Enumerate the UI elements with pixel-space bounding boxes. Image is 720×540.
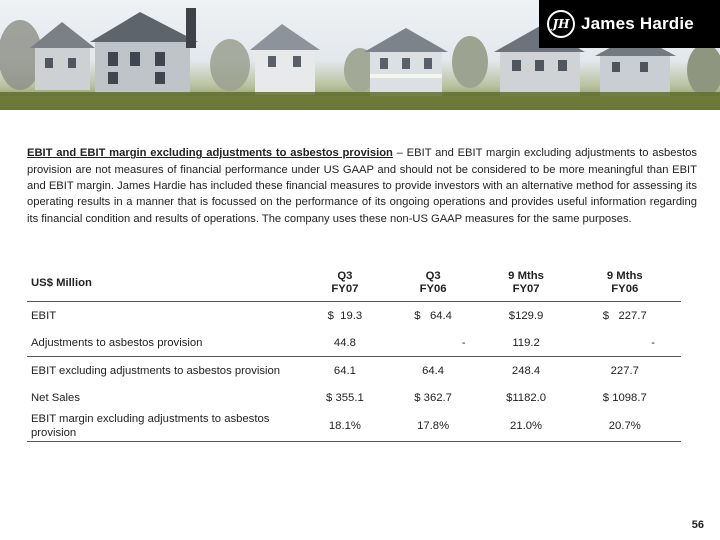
header-q3-fy06: Q3 FY06: [383, 266, 484, 302]
cell-q3-fy07: 64.1: [333, 364, 356, 377]
header-9mths-fy07: 9 Mths FY07: [484, 266, 569, 302]
cell-9mths-fy06: -: [569, 329, 681, 357]
cell-q3-fy07: $ 19.3: [327, 309, 363, 322]
brand-name: James Hardie: [581, 14, 694, 33]
james-hardie-logo-icon: JH: [547, 10, 575, 38]
row-label: EBIT excluding adjustments to asbestos provision: [31, 364, 281, 377]
intro-paragraph: [27, 145, 697, 227]
table-row: [27, 329, 681, 357]
cell-q3-fy06: 17.8%: [383, 411, 484, 442]
header-banner: [0, 0, 720, 110]
page-number: 56: [691, 519, 704, 531]
table-row: [27, 357, 681, 385]
intro-body: – EBIT and EBIT margin excluding adjustments to asbestos provision are not measures of financial performance under US GAAP and should not be considered to be more meaningful than EBIT and EBIT margin. James Hardie has included these financial measures to provide investors with an alternative method for assessing its operating results in a manner that is focussed on the performance of its ongoing operations and provides useful information regarding its financial condition and results of operations. The company uses these non-US GAAP measures for the same purposes.: [27, 147, 697, 225]
table-row: [27, 411, 681, 442]
row-label: Adjustments to asbestos provision: [27, 329, 307, 357]
row-label: Net Sales: [31, 391, 80, 404]
brand-logo: [539, 0, 720, 48]
cell-9mths-fy06: $ 227.7: [602, 309, 647, 322]
cell-q3-fy07: $ 355.1: [326, 391, 364, 404]
intro-lead: EBIT and EBIT margin excluding adjustments to asbestos provision: [27, 147, 393, 160]
row-label: EBIT: [31, 309, 57, 322]
cell-9mths-fy06: $ 1098.7: [602, 391, 647, 404]
table-header-row: [27, 266, 681, 302]
cell-9mths-fy07: $129.9: [508, 309, 544, 322]
financial-table: [27, 266, 681, 442]
cell-q3-fy07: 18.1%: [307, 411, 382, 442]
cell-9mths-fy07: 248.4: [511, 364, 541, 377]
cell-q3-fy07: 44.8: [307, 329, 382, 357]
cell-q3-fy06: $ 64.4: [414, 309, 452, 322]
cell-q3-fy06: -: [383, 329, 484, 357]
cell-9mths-fy06: 20.7%: [569, 411, 681, 442]
cell-q3-fy06: 64.4: [422, 364, 445, 377]
table-row: [27, 384, 681, 411]
cell-9mths-fy06: 227.7: [610, 364, 639, 377]
cell-9mths-fy07: $1182.0: [506, 391, 547, 404]
header-q3-fy07: Q3 FY07: [307, 266, 382, 302]
cell-9mths-fy07: 119.2: [484, 329, 569, 357]
header-9mths-fy06: 9 Mths FY06: [569, 266, 681, 302]
row-label: EBIT margin excluding adjustments to asbestos provision: [27, 411, 307, 442]
table-row: [27, 302, 681, 330]
cell-q3-fy06: $ 362.7: [414, 391, 452, 404]
cell-9mths-fy07: 21.0%: [484, 411, 569, 442]
header-label: US$ Million: [27, 266, 307, 302]
